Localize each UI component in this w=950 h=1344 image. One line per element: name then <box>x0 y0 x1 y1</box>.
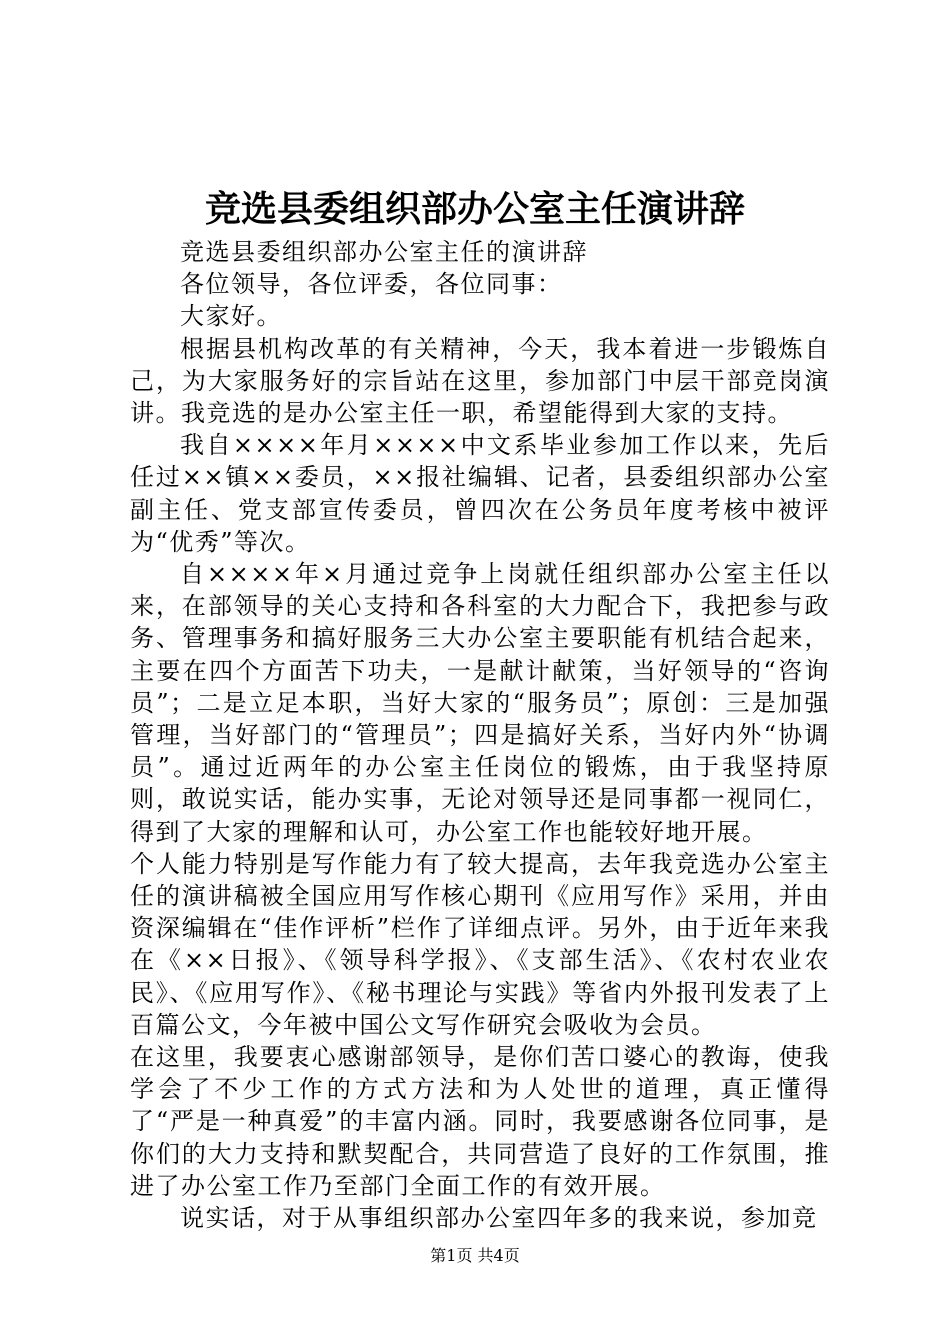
body-paragraph: 自××××年×月通过竞争上岗就任组织部办公室主任以来，在部领导的关心支持和各科室的大力配合下，我把参与政务、管理事务和搞好服务三大办公室主要职能有机结合起来，主要在四个方面苦下功夫，一是献计献策，当好领导的“咨询员”；二是立足本职，当好大家的“服务员”；原创：三是加强管理，当好部门的“管理员”；四是搞好关系，当好内外“协调员”。通过近两年的办公室主任岗位的锻炼，由于我坚持原则，敢说实话，能办实事，无论对领导还是同事都一视同仁，得到了大家的理解和认可，办公室工作也能较好地开展。 <box>130 560 830 846</box>
body-paragraph: 根据县机构改革的有关精神，今天，我本着进一步锻炼自己，为大家服务好的宗旨站在这里，参加部门中层干部竞岗演讲。我竞选的是办公室主任一职，希望能得到大家的支持。 <box>130 334 830 428</box>
subtitle-paragraph: 竞选县委组织部办公室主任的演讲辞 <box>180 238 588 266</box>
page-number-footer: 第1页 共4页 <box>430 1246 520 1265</box>
greeting-paragraph: 大家好。 <box>180 302 282 331</box>
salutation-paragraph: 各位领导，各位评委，各位同事： <box>180 270 563 299</box>
body-paragraph: 我自××××年月××××中文系毕业参加工作以来，先后任过××镇××委员，××报社编辑、记者，县委组织部办公室副主任、党支部宣传委员，曾四次在公务员年度考核中被评为“优秀”等次。 <box>130 431 830 556</box>
document-body <box>130 236 830 1234</box>
body-paragraph: 说实话，对于从事组织部办公室四年多的我来说，参加竞 <box>180 1204 818 1233</box>
body-paragraph: 在这里，我要衷心感谢部领导，是你们苦口婆心的教诲，使我学会了不少工作的方式方法和为人处世的道理，真正懂得了“严是一种真爱”的丰富内涵。同时，我要感谢各位同事，是你们的大力支持和默契配合，共同营造了良好的工作氛围，推进了办公室工作乃至部门全面工作的有效开展。 <box>130 1043 830 1200</box>
body-paragraph: 个人能力特别是写作能力有了较大提高，去年我竞选办公室主任的演讲稿被全国应用写作核心期刊《应用写作》采用，并由资深编辑在“佳作评析”栏作了详细点评。另外，由于近年来我在《××日报》、《领导科学报》、《支部生活》、《农村农业农民》、《应用写作》、《秘书理论与实践》等省内外报刊发表了上百篇公文，今年被中国公文写作研究会吸收为会员。 <box>130 849 830 1039</box>
document-title: 竞选县委组织部办公室主任演讲辞 <box>204 188 745 230</box>
